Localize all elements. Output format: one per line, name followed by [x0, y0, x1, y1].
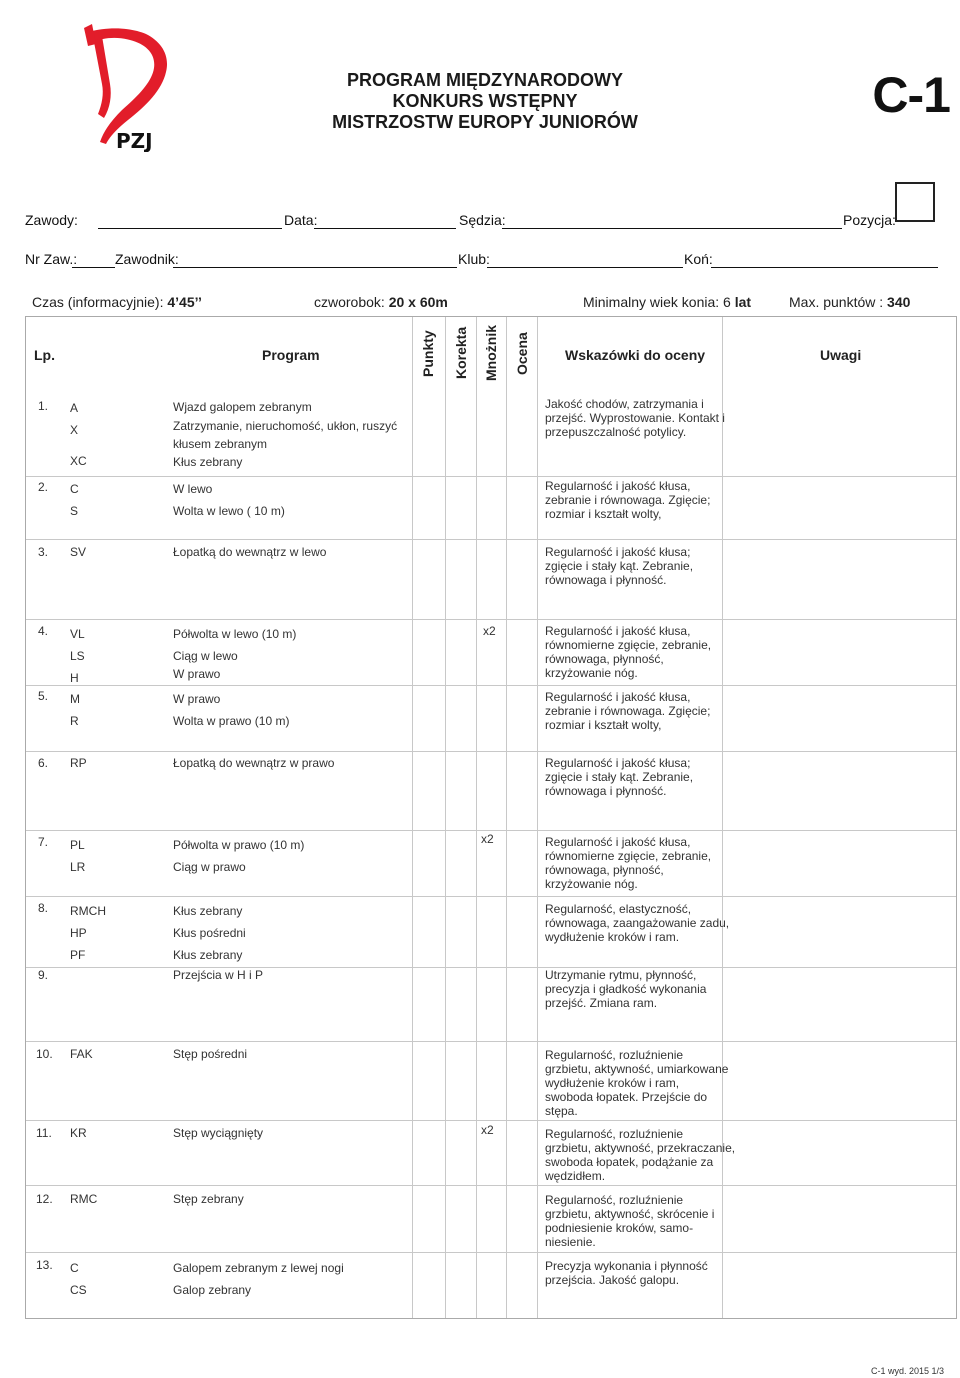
row-11-hint-1: Regularność, rozluźnienie [545, 1127, 684, 1141]
row-11-hint-4: wędzidłem. [545, 1169, 606, 1183]
row-7-move-1: Półwolta w prawo (10 m) [173, 838, 305, 852]
row-divider [26, 619, 956, 620]
row-10-hint-1: Regularność, rozluźnienie [545, 1048, 684, 1062]
row-4-lp: 4. [38, 624, 49, 638]
row-13-letter-c: C [70, 1261, 79, 1275]
row-7-multiplier: x2 [481, 832, 494, 846]
row-5-move-2: Wolta w prawo (10 m) [173, 714, 290, 728]
row-1-hint-1: Jakość chodów, zatrzymania i [545, 397, 704, 411]
row-11-letter: KR [70, 1126, 87, 1140]
row-2-letter-c: C [70, 482, 79, 496]
row-8-letter-hp: HP [70, 926, 87, 940]
row-4-hint-1: Regularność i jakość kłusa, [545, 624, 691, 638]
row-11-lp: 11. [36, 1126, 52, 1140]
row-2-hint-2: zebranie i równowaga. Zgięcie; [545, 493, 711, 507]
row-1-lp: 1. [38, 399, 49, 413]
czas-info: Czas (informacyjnie): 4’45’’ [32, 294, 202, 310]
row-6-hint-3: równowaga i płynność. [545, 784, 667, 798]
row-3-lp: 3. [38, 545, 49, 559]
header-mnoznik: Mnożnik [483, 325, 499, 381]
row-12-lp: 12. [36, 1192, 53, 1206]
row-12-hint-2: grzbietu, aktywność, skrócenie i [545, 1207, 715, 1221]
row-divider [26, 685, 956, 686]
pozycja-label: Pozycja: [843, 212, 896, 228]
grid-line [476, 317, 477, 1318]
row-12-hint-3: podniesienie kroków, samo- [545, 1221, 694, 1235]
row-8-move-3: Kłus zebrany [173, 948, 243, 962]
row-7-move-2: Ciąg w prawo [173, 860, 246, 874]
header-ocena: Ocena [514, 332, 530, 375]
header-wskazowki: Wskazówki do oceny [565, 347, 706, 363]
row-5-hint-3: rozmiar i kształt wolty, [545, 718, 662, 732]
row-6-letter: RP [70, 756, 87, 770]
row-2-move-2: Wolta w lewo ( 10 m) [173, 504, 285, 518]
row-6-lp: 6. [38, 756, 49, 770]
klub-field[interactable] [487, 267, 683, 268]
row-5-hint-2: zebranie i równowaga. Zgięcie; [545, 704, 711, 718]
row-3-hint-2: zgięcie i stały kąt. Zebranie, [545, 559, 694, 573]
row-divider [26, 830, 956, 831]
row-11-multiplier: x2 [481, 1123, 494, 1137]
row-13-hint-2: przejścia. Jakość galopu. [545, 1273, 680, 1287]
row-11-hint-2: grzbietu, aktywność, przekraczanie, [545, 1141, 736, 1155]
czworobok-info: czworobok: 20 x 60m [314, 294, 448, 310]
row-10-letter: FAK [70, 1047, 93, 1061]
title-line-1: PROGRAM MIĘDZYNARODOWY [347, 70, 623, 90]
row-11-hint-3: swoboda łopatek, podążanie za [545, 1155, 714, 1169]
row-8-letter-pf: PF [70, 948, 86, 962]
row-8-hint-3: wydłużenie kroków i ram. [545, 930, 680, 944]
row-12-hint-1: Regularność, rozluźnienie [545, 1193, 684, 1207]
row-4-letter-vl: VL [70, 627, 85, 641]
row-8-lp: 8. [38, 901, 49, 915]
grid-line [537, 317, 538, 1318]
wiek-info: Minimalny wiek konia: 6 lat [583, 294, 752, 310]
klub-label: Klub: [458, 251, 490, 267]
page-footer: C-1 wyd. 2015 1/3 [870, 1366, 944, 1376]
row-2-hint-3: rozmiar i kształt wolty, [545, 507, 662, 521]
grid-line [506, 317, 507, 1318]
row-9-hint-2: precyzja i gładkość wykonania [545, 982, 707, 996]
row-10-hint-3: wydłużenie kroków i ram, [545, 1076, 680, 1090]
row-divider [26, 896, 956, 897]
header-korekta: Korekta [453, 326, 469, 379]
row-12-hint-4: niesienie. [545, 1235, 596, 1249]
zawody-field[interactable] [98, 228, 282, 229]
row-8-hint-1: Regularność, elastyczność, [545, 902, 692, 916]
grid-line [412, 317, 413, 1318]
zawodnik-field[interactable] [173, 267, 457, 268]
row-4-move-1: Półwolta w lewo (10 m) [173, 627, 297, 641]
row-5-letter-r: R [70, 714, 79, 728]
row-13-hint-1: Precyzja wykonania i płynność [545, 1259, 708, 1273]
row-10-hint-4: swoboda łopatek. Przejście do [545, 1090, 708, 1104]
row-8-letter-rmch: RMCH [70, 904, 106, 918]
sedzia-field[interactable] [502, 228, 842, 229]
row-4-move-2: Ciąg w lewo [173, 649, 238, 663]
nr-zaw-field[interactable] [72, 267, 115, 268]
row-divider [26, 967, 956, 968]
row-5-hint-1: Regularność i jakość kłusa, [545, 690, 691, 704]
grid-line [445, 317, 446, 1318]
row-13-lp: 13. [36, 1258, 53, 1272]
kon-field[interactable] [711, 267, 938, 268]
row-1-hint-2: przejść. Wyprostowanie. Kontakt i [545, 411, 725, 425]
row-1-move-2: Zatrzymanie, nieruchomość, ukłon, ruszyć [173, 419, 398, 433]
row-10-hint-2: grzbietu, aktywność, umiarkowane [545, 1062, 729, 1076]
row-7-lp: 7. [38, 835, 49, 849]
row-4-move-3: W prawo [173, 667, 221, 681]
row-3-move: Łopatką do wewnątrz w lewo [173, 545, 327, 559]
row-1-move-3: kłusem zebranym [173, 437, 268, 451]
scoring-table [25, 316, 957, 1319]
row-3-hint-3: równowaga i płynność. [545, 573, 667, 587]
row-10-move: Stęp pośredni [173, 1047, 248, 1061]
row-divider [26, 1252, 956, 1253]
row-2-lp: 2. [38, 480, 49, 494]
row-7-letter-lr: LR [70, 860, 86, 874]
header-program: Program [262, 347, 320, 363]
row-8-move-2: Kłus pośredni [173, 926, 246, 940]
row-11-move: Stęp wyciągnięty [173, 1126, 264, 1140]
row-7-hint-4: krzyżowanie nóg. [545, 877, 638, 891]
row-2-move-1: W lewo [173, 482, 213, 496]
row-9-move: Przejścia w H i P [173, 968, 264, 982]
row-3-hint-1: Regularność i jakość kłusa; [545, 545, 691, 559]
row-1-move-1: Wjazd galopem zebranym [173, 400, 312, 414]
row-13-letter-cs: CS [70, 1283, 87, 1297]
grid-line [722, 317, 723, 1318]
data-field[interactable] [314, 228, 456, 229]
row-13-move-1: Galopem zebranym z lewej nogi [173, 1261, 344, 1275]
row-divider [26, 751, 956, 752]
pozycja-box[interactable] [895, 182, 935, 222]
logo-text: PZJ [116, 129, 153, 152]
zawodnik-label: Zawodnik: [115, 251, 179, 267]
row-divider [26, 539, 956, 540]
row-7-hint-1: Regularność i jakość kłusa, [545, 835, 691, 849]
row-4-hint-2: równomierne zgięcie, zebranie, [545, 638, 712, 652]
test-code: C-1 [872, 67, 950, 123]
row-6-hint-2: zgięcie i stały kąt. Zebranie, [545, 770, 694, 784]
zawody-label: Zawody: [25, 212, 78, 228]
row-8-move-1: Kłus zebrany [173, 904, 243, 918]
row-7-letter-pl: PL [70, 838, 85, 852]
nr-zaw-label: Nr Zaw.: [25, 251, 78, 267]
row-5-move-1: W prawo [173, 692, 221, 706]
header-punkty: Punkty [420, 330, 436, 377]
row-9-hint-3: przejść. Zmiana ram. [545, 996, 658, 1010]
row-5-letter-m: M [70, 692, 80, 706]
row-13-move-2: Galop zebrany [173, 1283, 252, 1297]
row-1-letter-xc: XC [70, 454, 87, 468]
row-7-hint-3: równowaga, płynność, [545, 863, 664, 877]
row-9-hint-1: Utrzymanie rytmu, płynność, [545, 968, 697, 982]
header-lp: Lp. [34, 347, 55, 363]
row-7-hint-2: równomierne zgięcie, zebranie, [545, 849, 712, 863]
row-divider [26, 476, 956, 477]
row-8-hint-2: równowaga, zaangażowanie zadu, [545, 916, 730, 930]
row-10-hint-5: stępa. [545, 1104, 578, 1118]
row-4-letter-h: H [70, 671, 79, 685]
row-6-move: Łopatką do wewnątrz w prawo [173, 756, 335, 770]
page-title [0, 70, 960, 133]
row-1-letter-x: X [70, 423, 79, 437]
row-divider [26, 1041, 956, 1042]
row-divider [26, 1185, 956, 1186]
title-line-3: MISTRZOSTW EUROPY JUNIORÓW [332, 112, 638, 132]
data-label: Data: [284, 212, 318, 228]
max-points-info: Max. punktów : 340 [789, 294, 911, 310]
row-1-letter-a: A [70, 401, 79, 415]
row-4-multiplier: x2 [483, 624, 496, 638]
row-10-lp: 10. [36, 1047, 53, 1061]
row-9-lp: 9. [38, 968, 49, 982]
header-uwagi: Uwagi [820, 347, 862, 363]
row-divider [26, 1120, 956, 1121]
title-line-2: KONKURS WSTĘPNY [392, 91, 578, 111]
row-2-letter-s: S [70, 504, 79, 518]
row-2-hint-1: Regularność i jakość kłusa, [545, 479, 691, 493]
row-4-letter-ls: LS [70, 649, 85, 663]
row-4-hint-3: równowaga, płynność, [545, 652, 664, 666]
row-3-letter: SV [70, 545, 87, 559]
kon-label: Koń: [684, 251, 713, 267]
row-5-lp: 5. [38, 689, 49, 703]
row-6-hint-1: Regularność i jakość kłusa; [545, 756, 691, 770]
row-1-hint-3: przepuszczalność potylicy. [545, 425, 687, 439]
row-12-move: Stęp zebrany [173, 1192, 244, 1206]
sedzia-label: Sędzia: [459, 212, 506, 228]
row-4-hint-4: krzyżowanie nóg. [545, 666, 638, 680]
row-1-move-4: Kłus zebrany [173, 455, 243, 469]
row-12-letter: RMC [70, 1192, 98, 1206]
